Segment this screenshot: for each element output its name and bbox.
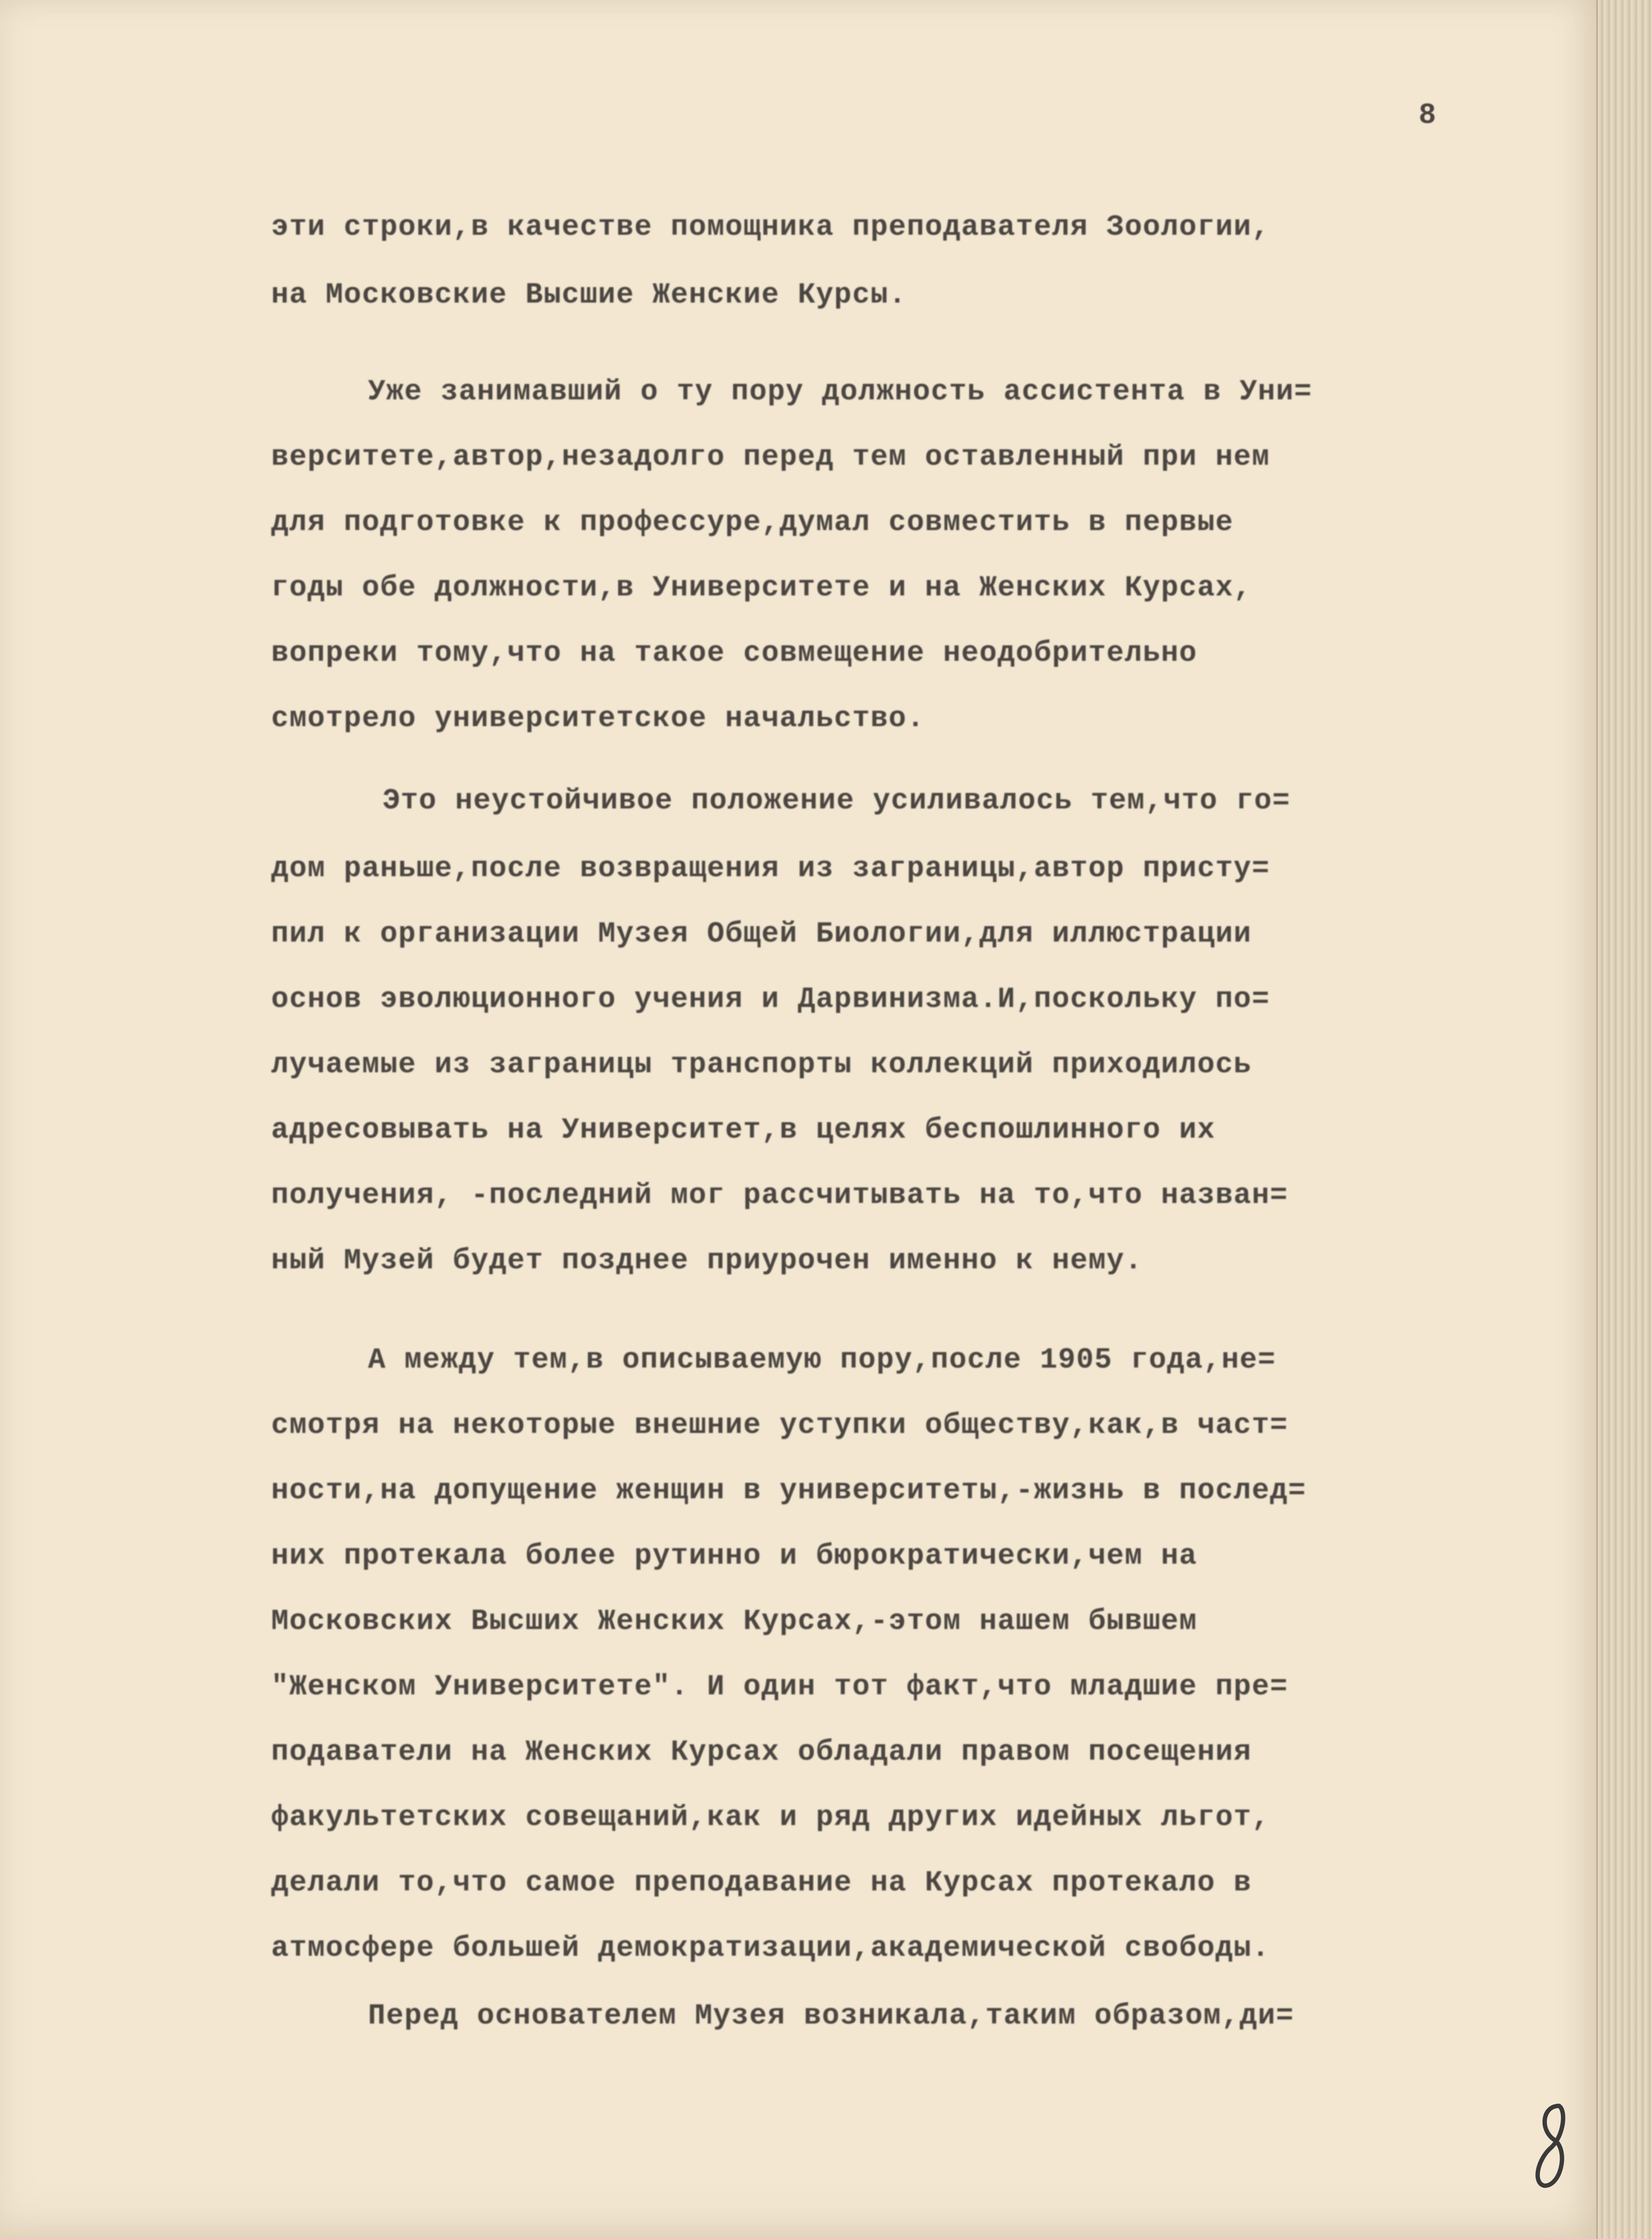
text-line: эти строки,в качестве помощника преподавателя Зоологии, <box>271 211 1270 244</box>
handwritten-page-number <box>1532 2101 1571 2193</box>
text-line: факультетских совещаний,как и ряд других идейных льгот, <box>271 1801 1270 1834</box>
text-line: Перед основателем Музея возникала,таким образом,ди= <box>368 2000 1294 2033</box>
text-line: дом раньше,после возвращения из заграницы,автор присту= <box>271 853 1270 885</box>
text-line: ности,на допущение женщин в университеты,-жизнь в послед= <box>271 1475 1306 1508</box>
text-line: них протекала более рутинно и бюрократически,чем на <box>271 1540 1197 1573</box>
text-line: лучаемые из заграницы транспорты коллекций приходилось <box>271 1049 1252 1081</box>
text-line: делали то,что самое преподавание на Курсах протекало в <box>271 1867 1252 1900</box>
text-line: Московских Высших Женских Курсах,-этом нашем бывшем <box>271 1605 1197 1638</box>
text-line: получения, -последний мог рассчитывать на то,что назван= <box>271 1179 1288 1212</box>
text-line: Уже занимавший о ту пору должность ассистента в Уни= <box>368 376 1313 409</box>
page-number: 8 <box>1419 99 1437 132</box>
text-line: смотря на некоторые внешние уступки обществу,как,в част= <box>271 1409 1288 1442</box>
text-line: подаватели на Женских Курсах обладали правом посещения <box>271 1736 1252 1769</box>
text-line: ный Музей будет позднее приурочен именно к нему. <box>271 1245 1143 1278</box>
text-line: пил к организации Музея Общей Биологии,для иллюстрации <box>271 918 1252 951</box>
text-line: годы обе должности,в Университете и на Женских Курсах, <box>271 572 1252 605</box>
text-line: Это неустойчивое положение усиливалось тем,что го= <box>382 785 1291 818</box>
text-line: смотрело университетское начальство. <box>271 702 925 735</box>
text-line: для подготовке к профессуре,думал совместить в первые <box>271 506 1234 539</box>
text-line: адресовывать на Университет,в целях беспошлинного их <box>271 1114 1216 1147</box>
text-line: на Московские Высшие Женские Курсы. <box>271 279 907 312</box>
text-line: "Женском Университете". И один тот факт,что младшие пре= <box>271 1671 1288 1704</box>
text-line: основ эволюционного учения и Дарвинизма.И,поскольку по= <box>271 983 1270 1016</box>
text-line: верситете,автор,незадолго перед тем оставленный при нем <box>271 441 1270 474</box>
text-line: вопреки тому,что на такое совмещение неодобрительно <box>271 637 1197 670</box>
text-line: А между тем,в описываемую пору,после 1905 года,не= <box>368 1344 1276 1377</box>
text-line: атмосфере большей демократизации,академической свободы. <box>271 1932 1270 1965</box>
page-stack-edge <box>1596 0 1652 2239</box>
